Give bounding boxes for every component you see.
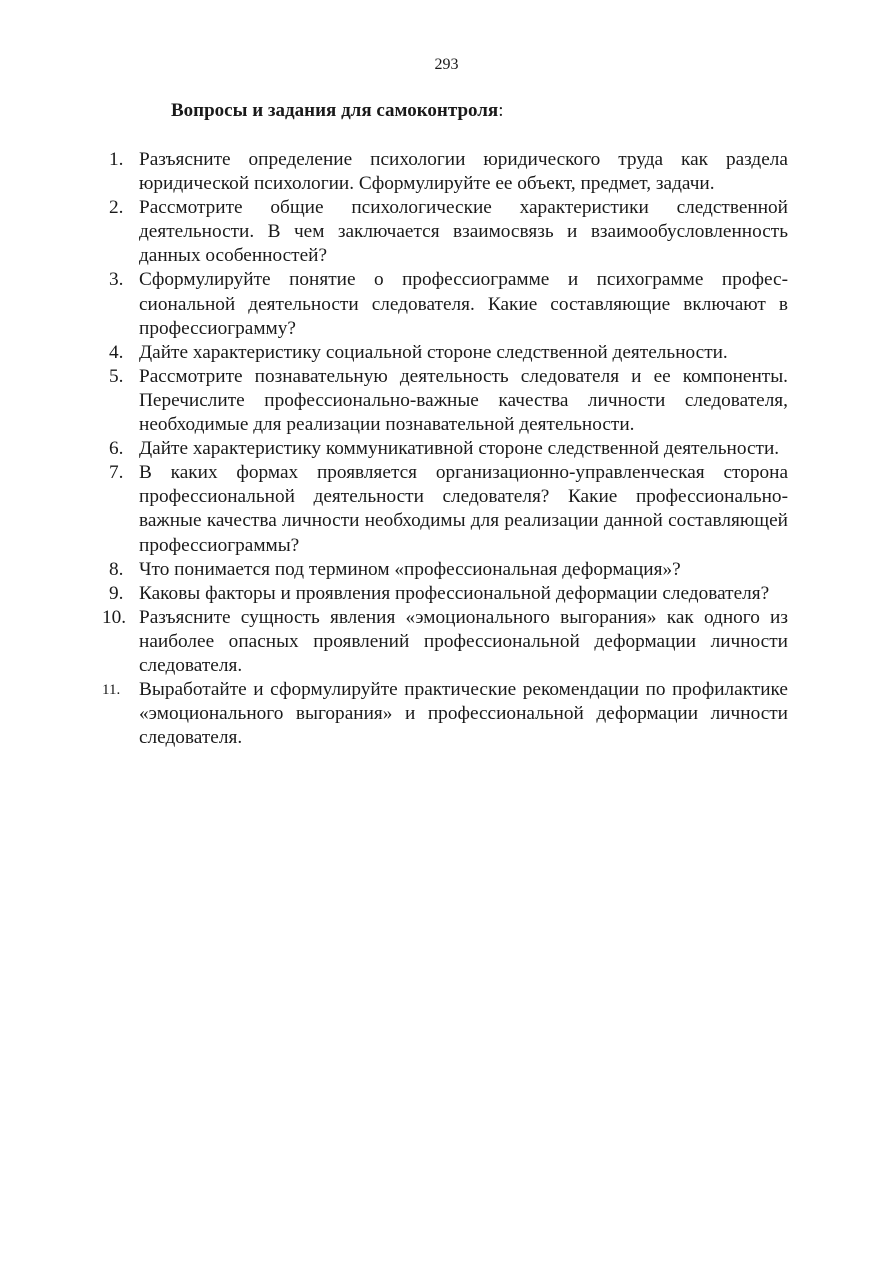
question-item bbox=[102, 268, 788, 340]
question-item bbox=[102, 558, 788, 582]
question-item bbox=[102, 582, 788, 606]
question-text: Дайте характеристику социальной стороне следственной деятельности. bbox=[139, 341, 728, 363]
question-text: Сформулируйте понятие о профессиограмме и психограмме профессиональной деятельности следователя. Какие составляющие включают в профессиограмму? bbox=[139, 269, 788, 339]
question-text: Рассмотрите познавательную деятельность следователя и ее компоненты. Перечислите профессионально-важные качества личности следователя, необходимые для реализации познавательной деятельности. bbox=[139, 365, 788, 436]
question-number: 10. bbox=[102, 606, 127, 628]
question-number: 3. bbox=[109, 269, 124, 291]
question-text: Каковы факторы и проявления профессиональной деформации следователя? bbox=[139, 582, 770, 604]
question-number: 8. bbox=[109, 558, 124, 580]
page-number: 293 bbox=[434, 56, 459, 73]
question-number: 11. bbox=[102, 682, 121, 699]
question-item bbox=[102, 148, 788, 196]
question-number: 4. bbox=[109, 341, 124, 363]
question-item bbox=[102, 437, 788, 461]
section-heading-title: Вопросы и задания для самоконтроля bbox=[171, 100, 499, 121]
question-list bbox=[102, 148, 788, 750]
section-heading-colon: : bbox=[498, 100, 504, 121]
question-item bbox=[102, 196, 788, 268]
question-text: Разъясните определение психологии юридического труда как раздела юридической психологии. Сформулируйте ее объект, предмет, задачи. bbox=[139, 149, 788, 195]
question-text: Рассмотрите общие психологические характеристики следственной деятельности. В чем заключается взаимосвязь и взаимообусловленность данных особенностей? bbox=[139, 197, 788, 267]
question-number: 2. bbox=[109, 197, 124, 219]
question-item bbox=[102, 606, 788, 678]
question-item bbox=[102, 678, 788, 750]
question-number: 7. bbox=[109, 462, 124, 484]
question-item bbox=[102, 341, 788, 365]
section-heading bbox=[171, 99, 503, 123]
question-item bbox=[102, 461, 788, 557]
question-item bbox=[102, 365, 788, 437]
question-text: Выработайте и сформулируйте практические рекомендации по профилактике «эмоционального выгорания» и профессиональной деформации личности следователя. bbox=[139, 679, 788, 749]
question-number: 9. bbox=[109, 582, 124, 604]
question-number: 6. bbox=[109, 438, 124, 460]
question-text: Что понимается под термином «профессиональная деформация»? bbox=[139, 558, 681, 580]
question-number: 1. bbox=[109, 149, 124, 170]
question-text: Разъясните сущность явления «эмоционального выгорания» как одного из наиболее опасных проявлений профессиональной деформации личности следователя. bbox=[139, 606, 788, 676]
question-text: В каких формах проявляется организационно-управленческая сторона профессиональной деятельности следователя? Какие профессионально-важные качества личности необходимы для реализации данной составляющей профессиограммы? bbox=[139, 462, 788, 556]
question-text: Дайте характеристику коммуникативной стороне следственной деятельности. bbox=[139, 438, 780, 460]
question-number: 5. bbox=[109, 365, 124, 387]
